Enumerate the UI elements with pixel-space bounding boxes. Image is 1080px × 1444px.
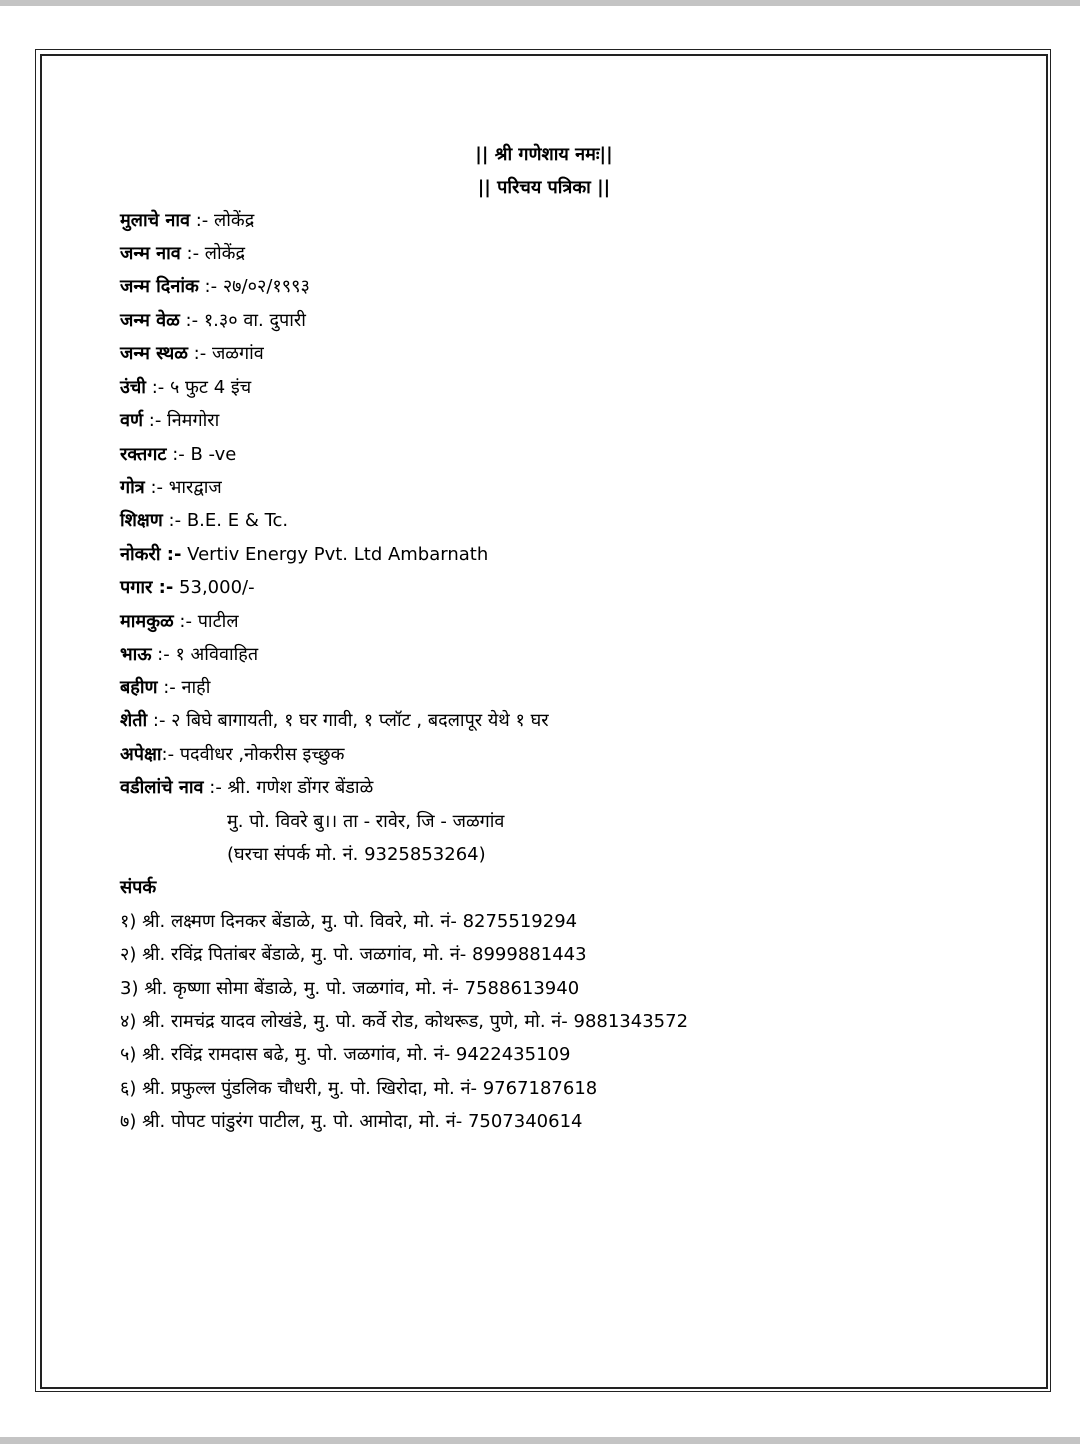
field-key: गोत्र bbox=[120, 477, 145, 498]
field-row bbox=[120, 242, 245, 266]
field-row bbox=[120, 576, 255, 600]
field-row bbox=[120, 676, 210, 700]
contact-item: ४) श्री. रामचंद्र यादव लोखंडे, मु. पो. कर्वे रोड, कोथरूड, पुणे, मो. नं- 9881343572 bbox=[120, 1011, 689, 1032]
field-value: :- २७/०२/१९९३ bbox=[198, 276, 310, 297]
bottom-scroll-bar bbox=[0, 1437, 1080, 1444]
field-row bbox=[120, 509, 288, 533]
field-key: शेती bbox=[120, 710, 148, 731]
field-key: वर्ण bbox=[120, 410, 144, 431]
field-key: अपेक्षा bbox=[120, 744, 162, 765]
field-value: :- जळगांव bbox=[187, 343, 264, 364]
field-key: पगार :- bbox=[120, 577, 174, 598]
field-key: जन्म स्थळ bbox=[120, 343, 188, 364]
field-row bbox=[120, 376, 251, 400]
field-key: जन्म नाव bbox=[120, 243, 181, 264]
field-key: भाऊ bbox=[120, 644, 152, 665]
field-value: :- नाही bbox=[157, 677, 211, 698]
contact-item: ५) श्री. रविंद्र रामदास बढे, मु. पो. जळगांव, मो. नं- 9422435109 bbox=[120, 1044, 571, 1065]
field-row bbox=[120, 610, 239, 634]
contact-item: 3) श्री. कृष्णा सोमा बेंडाळे, मु. पो. जळगांव, मो. नं- 7588613940 bbox=[120, 978, 580, 999]
field-value: :- लोकेंद्र bbox=[180, 243, 246, 264]
contact-item: ७) श्री. पोपट पांडुरंग पाटील, मु. पो. आमोदा, मो. नं- 7507340614 bbox=[120, 1111, 583, 1132]
field-key: जन्म वेळ bbox=[120, 310, 180, 331]
field-key: जन्म दिनांक bbox=[120, 276, 199, 297]
field-value: :- B.E. E & Tc. bbox=[162, 510, 289, 531]
field-value: Vertiv Energy Pvt. Ltd Ambarnath bbox=[181, 544, 489, 565]
field-row bbox=[120, 543, 488, 567]
home-contact-line: (घरचा संपर्क मो. नं. 9325853264) bbox=[227, 844, 486, 865]
field-value: :- १.३० वा. दुपारी bbox=[179, 310, 306, 331]
invocation-line: || श्री गणेशाय नमः|| bbox=[475, 144, 613, 165]
field-row bbox=[120, 309, 306, 333]
field-key: मामकुळ bbox=[120, 611, 174, 632]
field-value: :- निमगोरा bbox=[143, 410, 220, 431]
field-key: नोकरी :- bbox=[120, 544, 182, 565]
field-value: :- श्री. गणेश डोंगर बेंडाळे bbox=[203, 777, 374, 798]
field-key: बहीण bbox=[120, 677, 158, 698]
field-row bbox=[120, 342, 264, 366]
address-line: मु. पो. विवरे बु।। ता - रावेर, जि - जळगांव bbox=[227, 811, 505, 832]
contact-item: १) श्री. लक्ष्मण दिनकर बेंडाळे, मु. पो. विवरे, मो. नं- 8275519294 bbox=[120, 911, 578, 932]
top-scroll-bar bbox=[0, 0, 1080, 6]
field-row bbox=[120, 476, 222, 500]
contact-item: २) श्री. रविंद्र पितांबर बेंडाळे, मु. पो. जळगांव, मो. नं- 8999881443 bbox=[120, 944, 587, 965]
field-row bbox=[120, 709, 549, 733]
field-key: शिक्षण bbox=[120, 510, 163, 531]
field-value: :- पदवीधर ,नोकरीस इच्छुक bbox=[161, 744, 345, 765]
field-key: रक्तगट bbox=[120, 444, 167, 465]
field-key: उंची bbox=[120, 377, 146, 398]
document-title: || परिचय पत्रिका || bbox=[477, 177, 611, 198]
field-row bbox=[120, 743, 344, 767]
field-row bbox=[120, 643, 258, 667]
field-value: :- ५ फुट 4 इंच bbox=[145, 377, 252, 398]
field-value: :- २ बिघे बागायती, १ घर गावी, १ प्लॉट , बदलापूर येथे १ घर bbox=[147, 710, 549, 731]
contacts-heading bbox=[120, 876, 156, 900]
field-row bbox=[120, 209, 254, 233]
field-key: मुलाचे नाव bbox=[120, 210, 190, 231]
contacts-heading-label: संपर्क bbox=[120, 877, 157, 898]
field-value: :- लोकेंद्र bbox=[190, 210, 255, 231]
field-row bbox=[120, 409, 219, 433]
field-row bbox=[120, 275, 310, 299]
field-value: :- पाटील bbox=[173, 611, 239, 632]
field-value: :- १ अविवाहित bbox=[151, 644, 259, 665]
field-value: :- B -ve bbox=[166, 444, 237, 465]
field-value: 53,000/- bbox=[173, 577, 255, 598]
field-key: वडीलांचे नाव bbox=[120, 777, 204, 798]
field-row bbox=[120, 776, 373, 800]
field-value: :- भारद्वाज bbox=[144, 477, 222, 498]
field-row bbox=[120, 443, 236, 467]
contact-item: ६) श्री. प्रफुल्ल पुंडलिक चौधरी, मु. पो. खिरोदा, मो. नं- 9767187618 bbox=[120, 1078, 598, 1099]
